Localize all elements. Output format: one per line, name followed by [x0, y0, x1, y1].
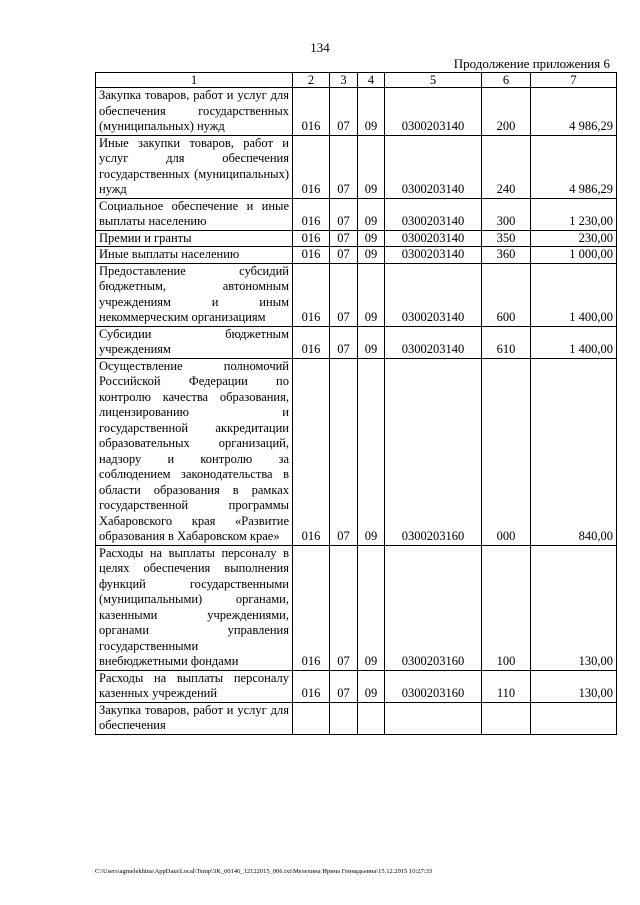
row-name: Субсидии бюджетным учреждениям: [96, 326, 293, 358]
header-col-4: 4: [358, 73, 385, 88]
row-subsection: 09: [358, 230, 385, 247]
table-row: [96, 247, 617, 264]
row-section: 07: [330, 88, 358, 136]
row-name: Закупка товаров, работ и услуг для обеспечения: [96, 702, 293, 734]
header-col-5: 5: [385, 73, 482, 88]
row-amount: 230,00: [531, 230, 617, 247]
header-col-6: 6: [482, 73, 531, 88]
row-target-article: 0300203140: [385, 326, 482, 358]
row-expense-type: 110: [482, 670, 531, 702]
row-subsection: 09: [358, 358, 385, 545]
row-ministry-code: 016: [293, 358, 330, 545]
row-name: Иные выплаты населению: [96, 247, 293, 264]
row-target-article: [385, 702, 482, 734]
row-amount: 130,00: [531, 545, 617, 670]
row-expense-type: 360: [482, 247, 531, 264]
row-ministry-code: 016: [293, 88, 330, 136]
header-col-2: 2: [293, 73, 330, 88]
budget-table: [95, 72, 617, 735]
row-name: Социальное обеспечение и иные выплаты населению: [96, 198, 293, 230]
header-col-7: 7: [531, 73, 617, 88]
table-header-row: [96, 73, 617, 88]
row-amount: 1 230,00: [531, 198, 617, 230]
row-name: Закупка товаров, работ и услуг для обеспечения государственных (муниципальных) нужд: [96, 88, 293, 136]
row-subsection: 09: [358, 135, 385, 198]
row-expense-type: 300: [482, 198, 531, 230]
row-section: 07: [330, 545, 358, 670]
row-ministry-code: 016: [293, 247, 330, 264]
appendix-continuation-note: Продолжение приложения 6: [453, 56, 610, 71]
table-row: [96, 326, 617, 358]
row-amount: 840,00: [531, 358, 617, 545]
row-amount: 1 400,00: [531, 263, 617, 326]
row-section: 07: [330, 230, 358, 247]
row-section: 07: [330, 247, 358, 264]
table-row: [96, 230, 617, 247]
row-subsection: 09: [358, 545, 385, 670]
row-section: [330, 702, 358, 734]
row-subsection: 09: [358, 247, 385, 264]
row-ministry-code: [293, 702, 330, 734]
table-row: [96, 545, 617, 670]
row-name: Иные закупки товаров, работ и услуг для обеспечения государственных (муниципальных) нужд: [96, 135, 293, 198]
row-section: 07: [330, 326, 358, 358]
row-ministry-code: 016: [293, 326, 330, 358]
row-section: 07: [330, 135, 358, 198]
row-subsection: [358, 702, 385, 734]
row-amount: 4 986,29: [531, 135, 617, 198]
row-expense-type: 200: [482, 88, 531, 136]
row-target-article: 0300203140: [385, 230, 482, 247]
row-target-article: 0300203160: [385, 545, 482, 670]
row-target-article: 0300203140: [385, 263, 482, 326]
row-name: Расходы на выплаты персоналу казенных учреждений: [96, 670, 293, 702]
row-expense-type: 610: [482, 326, 531, 358]
row-subsection: 09: [358, 670, 385, 702]
row-section: 07: [330, 198, 358, 230]
table-row: [96, 358, 617, 545]
row-target-article: 0300203160: [385, 358, 482, 545]
row-expense-type: 240: [482, 135, 531, 198]
table-row: [96, 88, 617, 136]
row-amount: 130,00: [531, 670, 617, 702]
row-name: Предоставление субсидий бюджетным, автономным учреждениям и иным некоммерческим организациям: [96, 263, 293, 326]
row-amount: [531, 702, 617, 734]
row-subsection: 09: [358, 263, 385, 326]
table-row: [96, 198, 617, 230]
table-row: [96, 263, 617, 326]
row-subsection: 09: [358, 326, 385, 358]
row-amount: 1 000,00: [531, 247, 617, 264]
row-section: 07: [330, 358, 358, 545]
row-ministry-code: 016: [293, 135, 330, 198]
page-number: 134: [310, 40, 330, 55]
row-subsection: 09: [358, 88, 385, 136]
row-target-article: 0300203140: [385, 135, 482, 198]
row-name: Премии и гранты: [96, 230, 293, 247]
table-row: [96, 135, 617, 198]
row-ministry-code: 016: [293, 545, 330, 670]
row-expense-type: [482, 702, 531, 734]
row-ministry-code: 016: [293, 670, 330, 702]
header-col-3: 3: [330, 73, 358, 88]
header-col-1: 1: [96, 73, 293, 88]
row-ministry-code: 016: [293, 230, 330, 247]
row-target-article: 0300203140: [385, 88, 482, 136]
row-subsection: 09: [358, 198, 385, 230]
row-expense-type: 100: [482, 545, 531, 670]
row-section: 07: [330, 670, 358, 702]
row-amount: 1 400,00: [531, 326, 617, 358]
footer-file-path: C:\Users\agmelekhina\AppData\Local\Temp\3K_00146_12122015_006.txt\Мелехина Ирина Геннадьевна\15.12.2015 10:27:33: [95, 868, 433, 875]
row-target-article: 0300203160: [385, 670, 482, 702]
table-row: [96, 702, 617, 734]
row-target-article: 0300203140: [385, 247, 482, 264]
table-row: [96, 670, 617, 702]
row-ministry-code: 016: [293, 198, 330, 230]
row-name: Осуществление полномочий Российской Федерации по контролю качества образования, лицензированию и государственной аккредитации образовательных организаций, надзору и контролю за соблюдением законодательства в области образования в рамках государственной программы Хабаровского края «Развитие образования в Хабаровском крае»: [96, 358, 293, 545]
row-ministry-code: 016: [293, 263, 330, 326]
row-target-article: 0300203140: [385, 198, 482, 230]
row-expense-type: 600: [482, 263, 531, 326]
row-expense-type: 000: [482, 358, 531, 545]
row-section: 07: [330, 263, 358, 326]
row-name: Расходы на выплаты персоналу в целях обеспечения выполнения функций государственными (муниципальными) органами, казенными учреждениями, органами управления государственными внебюджетными фондами: [96, 545, 293, 670]
row-amount: 4 986,29: [531, 88, 617, 136]
row-expense-type: 350: [482, 230, 531, 247]
